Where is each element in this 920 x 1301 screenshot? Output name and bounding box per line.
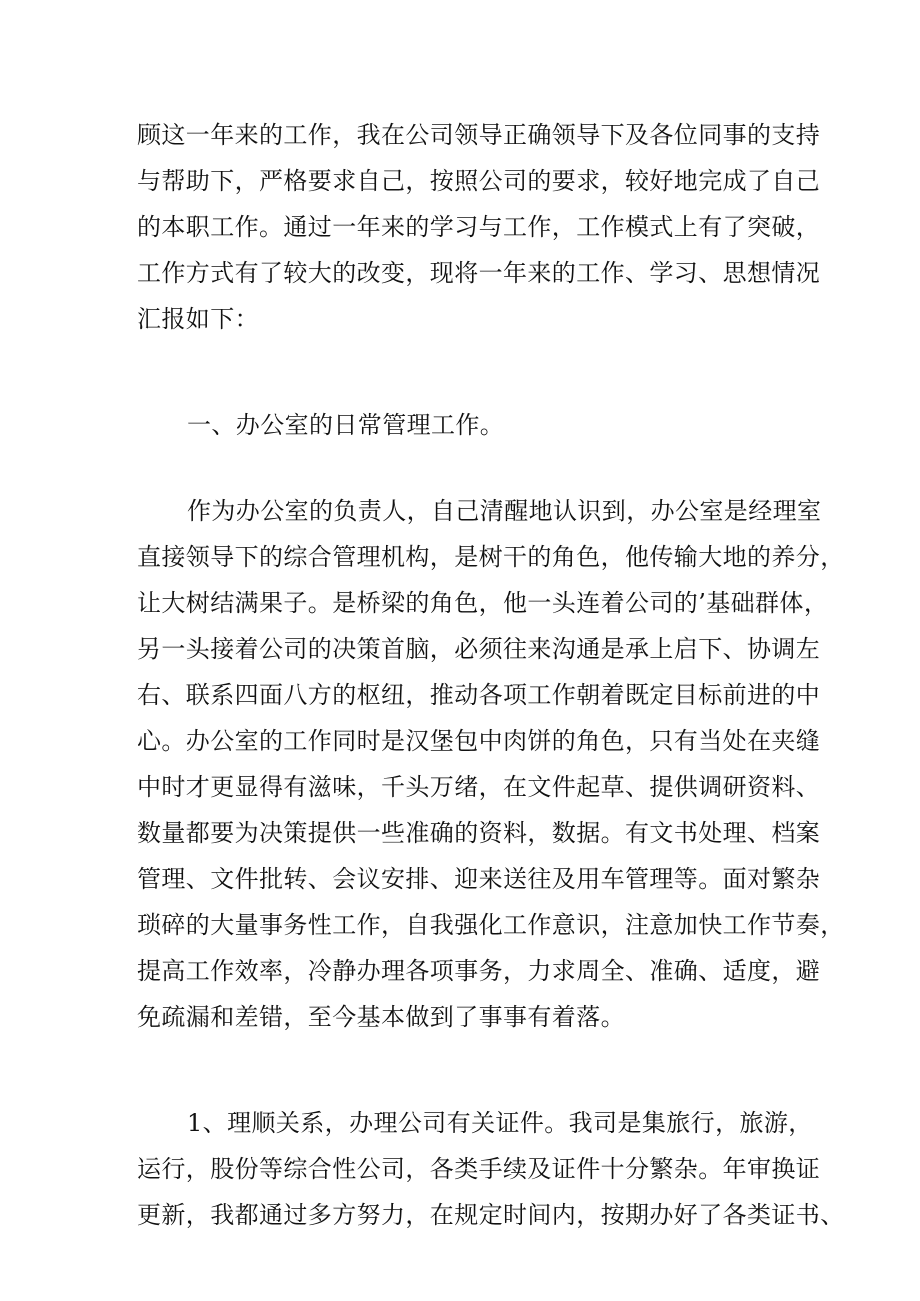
paragraph-item-1 xyxy=(137,1100,845,1238)
section-heading xyxy=(137,402,785,448)
heading-line: 一、办公室的日常管理工作。 xyxy=(187,411,505,439)
text-line: 顾这一年来的工作，我在公司领导正确领导下及各位同事的支持 xyxy=(137,121,821,149)
text-line: 作为办公室的负责人，自己清醒地认识到，办公室是经理室 xyxy=(187,497,822,525)
paragraph-gap xyxy=(137,448,785,488)
paragraph-intro xyxy=(137,112,821,342)
text-line: 右、联系四面八方的枢纽，推动各项工作朝着既定目标前进的中 xyxy=(137,681,821,709)
text-line: 的本职工作。通过一年来的学习与工作，工作模式上有了突破， xyxy=(137,213,821,241)
text-line: 数量都要为决策提供一些准确的资料，数据。有文书处理、档案 xyxy=(137,819,821,847)
paragraph-section-body xyxy=(137,488,845,1040)
text-line: 中时才更显得有滋味，千头万绪，在文件起草、提供调研资料、 xyxy=(137,773,821,801)
document-page xyxy=(137,112,845,1238)
text-line: 让大树结满果子。是桥梁的角色，他一头连着公司的’基础群体， xyxy=(137,589,829,617)
text-line: 更新，我都通过多方努力，在规定时间内，按期办好了各类证书、 xyxy=(137,1201,845,1229)
text-line: 汇报如下： xyxy=(137,305,259,333)
text-line: 另一头接着公司的决策首脑，必须往来沟通是承上启下、协调左 xyxy=(137,635,821,663)
text-line: 1、理顺关系，办理公司有关证件。我司是集旅行，旅游， xyxy=(187,1109,813,1137)
text-line: 管理、文件批转、会议安排、迎来送往及用车管理等。面对繁杂 xyxy=(137,865,821,893)
text-line: 运行，股份等综合性公司，各类手续及证件十分繁杂。年审换证 xyxy=(137,1155,821,1183)
paragraph-gap xyxy=(137,342,785,402)
text-line: 提高工作效率，冷静办理各项事务，力求周全、准确、适度，避 xyxy=(137,957,821,985)
text-line: 直接领导下的综合管理机构，是树干的角色，他传输大地的养分， xyxy=(137,543,845,571)
text-line: 琐碎的大量事务性工作，自我强化工作意识，注意加快工作节奏， xyxy=(137,911,845,939)
text-line: 与帮助下，严格要求自己，按照公司的要求，较好地完成了自己 xyxy=(137,167,821,195)
paragraph-gap xyxy=(137,1040,785,1100)
text-line: 心。办公室的工作同时是汉堡包中肉饼的角色，只有当处在夹缝 xyxy=(137,727,821,755)
text-line: 工作方式有了较大的改变，现将一年来的工作、学习、思想情况 xyxy=(137,259,821,287)
text-line: 免疏漏和差错，至今基本做到了事事有着落。 xyxy=(137,1003,625,1031)
